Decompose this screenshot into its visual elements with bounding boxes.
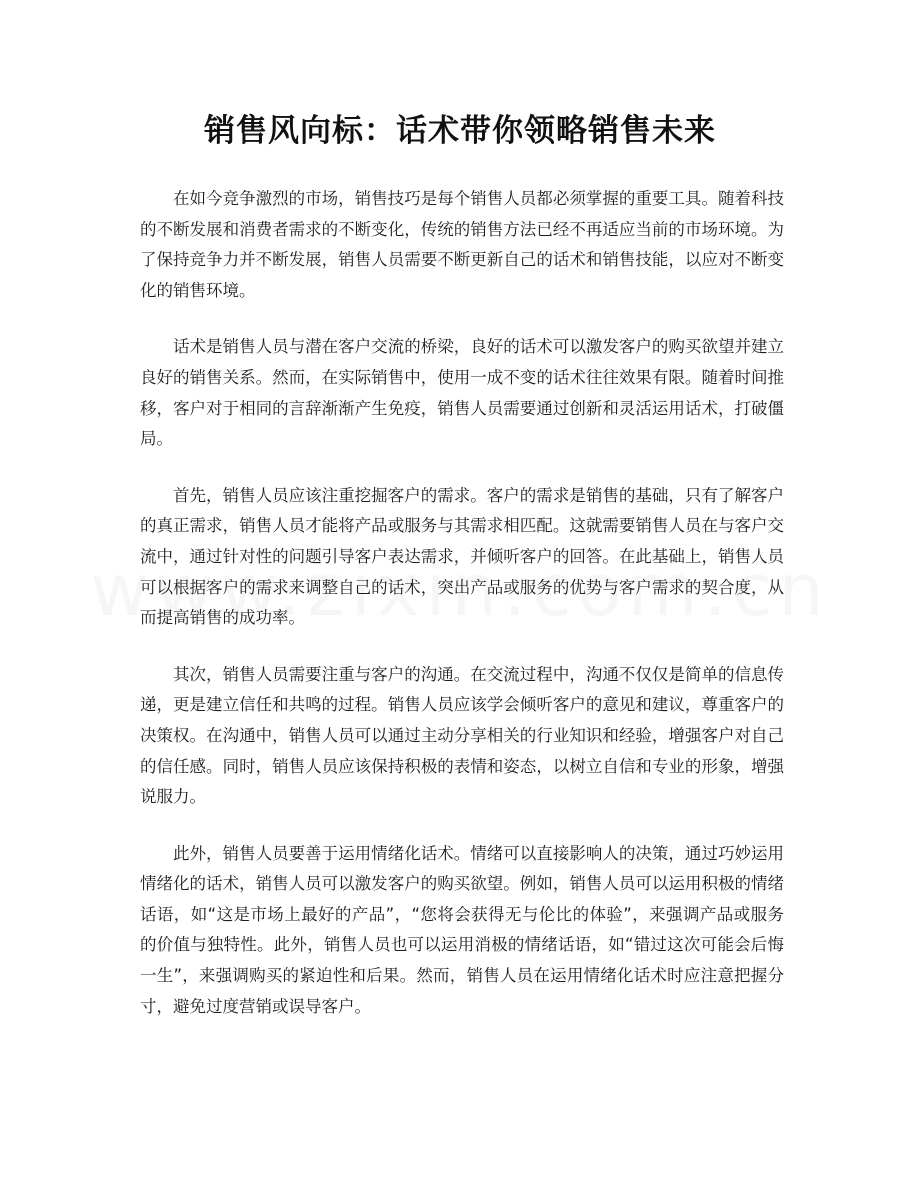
paragraph-3: 首先，销售人员应该注重挖掘客户的需求。客户的需求是销售的基础，只有了解客户的真正需求，销售人员才能将产品或服务与其需求相匹配。这就需要销售人员在与客户交流中，通过针对性的问题引导客户表达需求，并倾听客户的回答。在此基础上，销售人员可以根据客户的需求来调整自己的话术，突出产品或服务的优势与客户需求的契合度，从而提高销售的成功率。: [140, 485, 784, 628]
document-body: [140, 184, 784, 1048]
paragraph-4: 其次，销售人员需要注重与客户的沟通。在交流过程中，沟通不仅仅是简单的信息传递，更是建立信任和共鸣的过程。销售人员应该学会倾听客户的意见和建议，尊重客户的决策权。在沟通中，销售人员可以通过主动分享相关的行业知识和经验，增强客户对自己的信任感。同时，销售人员应该保持积极的表情和姿态，以树立自信和专业的形象，增强说服力。: [140, 664, 784, 807]
paragraph-2: 话术是销售人员与潜在客户交流的桥梁，良好的话术可以激发客户的购买欲望并建立良好的销售关系。然而，在实际销售中，使用一成不变的话术往往效果有限。随着时间推移，客户对于相同的言辞渐渐产生免疫，销售人员需要通过创新和灵活运用话术，打破僵局。: [140, 337, 784, 449]
document-title: 销售风向标：话术带你领略销售未来: [204, 113, 716, 149]
paragraph-5: 此外，销售人员要善于运用情绪化话术。情绪可以直接影响人的决策，通过巧妙运用情绪化的话术，销售人员可以激发客户的购买欲望。例如，销售人员可以运用积极的情绪话语，如“这是市场上最好的产品”，“您将会获得无与伦比的体验”，来强调产品或服务的价值与独特性。此外，销售人员也可以运用消极的情绪话语，如“错过这次可能会后悔一生”，来强调购买的紧迫性和后果。然而，销售人员在运用情绪化话术时应注意把握分寸，避免过度营销或误导客户。: [140, 843, 784, 1016]
paragraph-1: 在如今竞争激烈的市场，销售技巧是每个销售人员都必须掌握的重要工具。随着科技的不断发展和消费者需求的不断变化，传统的销售方法已经不再适应当前的市场环境。为了保持竞争力并不断发展，销售人员需要不断更新自己的话术和销售技能，以应对不断变化的销售环境。: [140, 189, 784, 300]
